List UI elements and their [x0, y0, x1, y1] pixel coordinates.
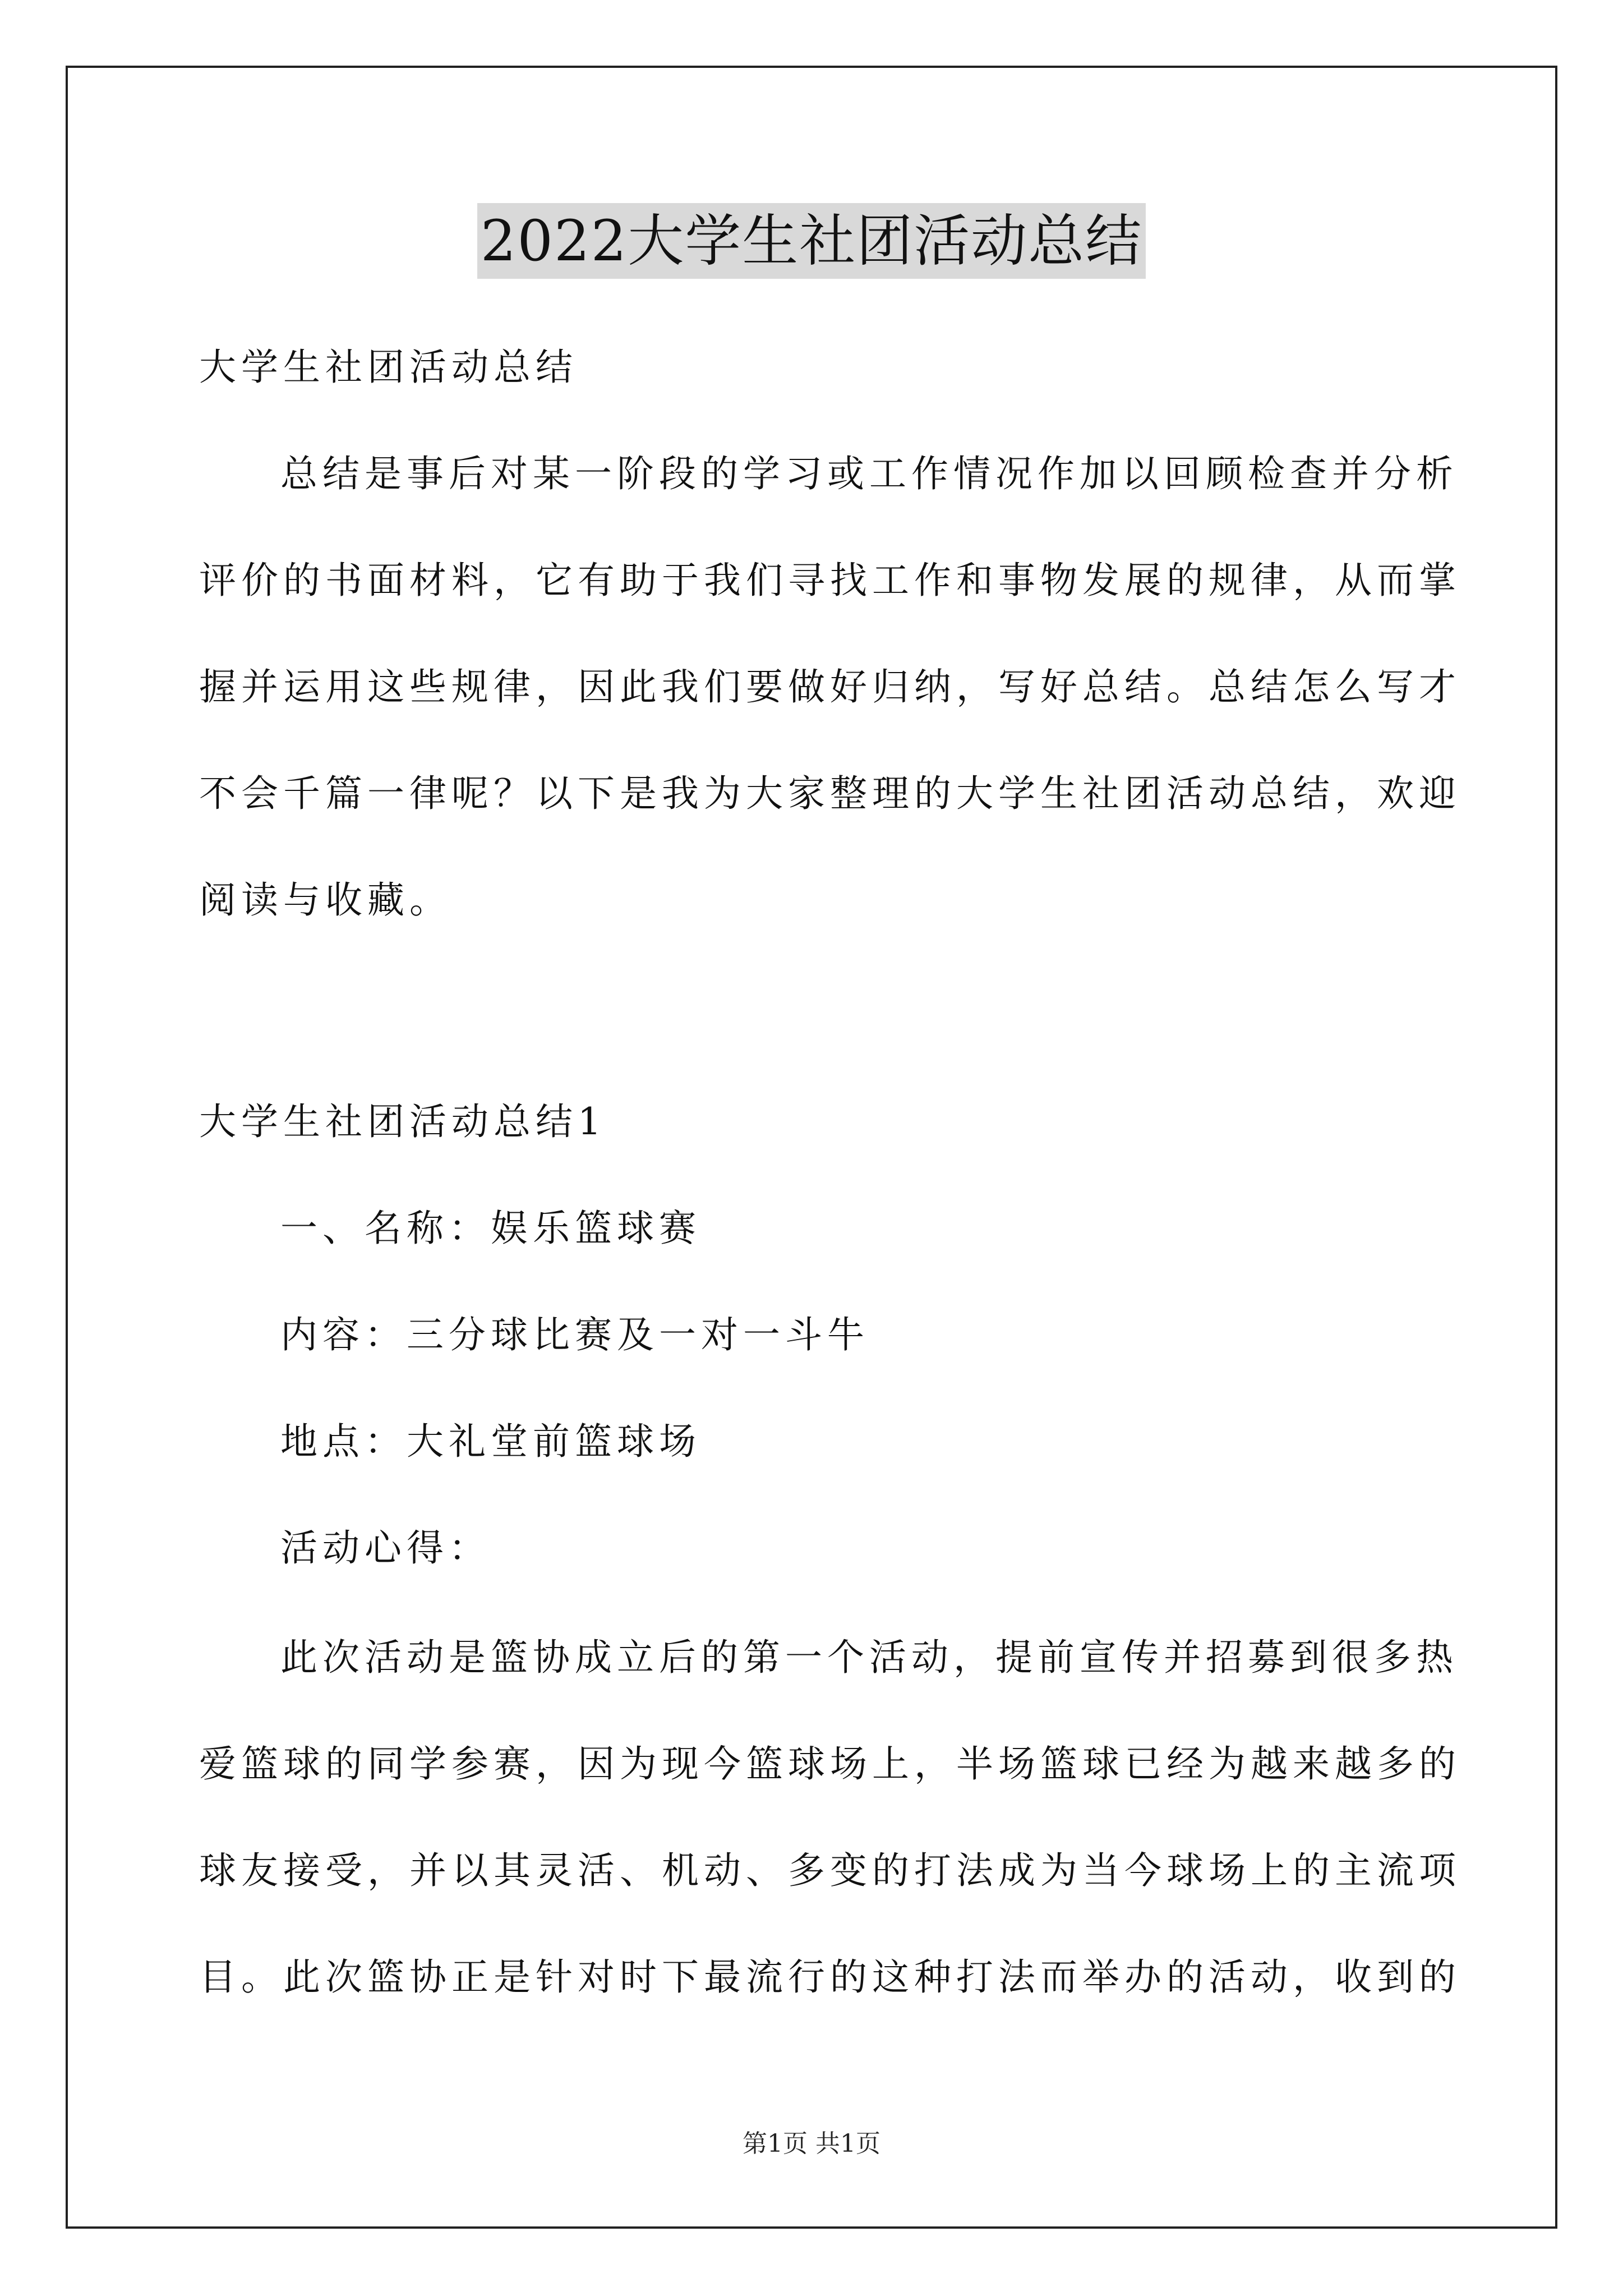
intro-line: 总结是事后对某一阶段的学习或工作情况作加以回顾检查并分析 [280, 452, 1458, 495]
intro-line: 不会千篇一律呢？以下是我为大家整理的大学生社团活动总结，欢迎 [199, 772, 1461, 815]
page-number: 第1页 共1页 [743, 2129, 880, 2158]
title-container [0, 203, 1623, 279]
reflection-line: 目。此次篮协正是针对时下最流行的这种打法而举办的活动，收到的 [199, 1955, 1461, 1999]
document-title: 2022大学生社团活动总结 [477, 203, 1146, 279]
reflection-line: 爱篮球的同学参赛，因为现今篮球场上，半场篮球已经为越来越多的 [199, 1742, 1461, 1786]
reflection-line: 此次活动是篮协成立后的第一个活动，提前宣传并招募到很多热 [280, 1636, 1458, 1679]
intro-line: 阅读与收藏。 [199, 878, 451, 922]
item-name: 一、名称：娱乐篮球赛 [280, 1207, 701, 1250]
item-content: 内容：三分球比赛及一对一斗牛 [280, 1313, 869, 1356]
reflection-line: 球友接受，并以其灵活、机动、多变的打法成为当今球场上的主流项 [199, 1849, 1461, 1892]
intro-line: 握并运用这些规律，因此我们要做好归纳，写好总结。总结怎么写才 [199, 665, 1461, 708]
document-heading: 大学生社团活动总结 [199, 346, 578, 389]
item-location: 地点：大礼堂前篮球场 [280, 1420, 701, 1463]
intro-line: 评价的书面材料，它有助于我们寻找工作和事物发展的规律，从而掌 [199, 559, 1461, 602]
item-reflection-label: 活动心得： [280, 1526, 491, 1570]
section-heading: 大学生社团活动总结1 [199, 1100, 606, 1143]
